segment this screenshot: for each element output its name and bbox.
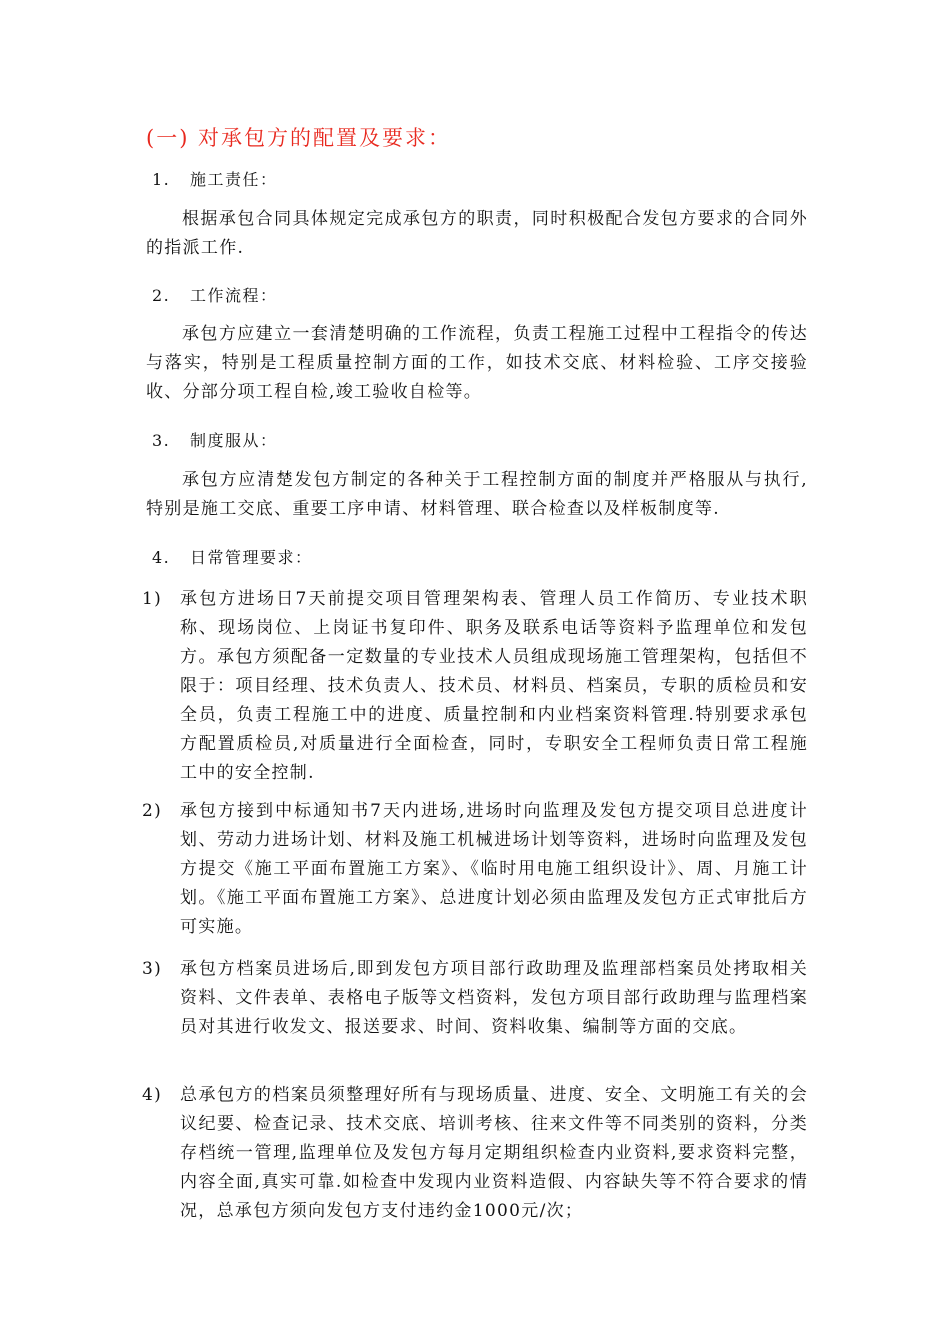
subsection-4-title (152, 545, 313, 568)
list-item-number: 4) (142, 1085, 163, 1105)
subsection-1-body: 根据承包合同具体规定完成承包方的职责，同时积极配合发包方要求的合同外的指派工作. (146, 209, 808, 258)
subsection-title: 工作流程： (190, 286, 278, 305)
list-item-number: 3) (142, 959, 163, 979)
list-item (142, 797, 808, 942)
subsection-3-body: 承包方应清楚发包方制定的各种关于工程控制方面的制度并严格服从与执行,特别是施工交底、重要工序申请、材料管理、联合检查以及样板制度等. (146, 470, 808, 519)
subsection-title: 日常管理要求： (190, 548, 313, 567)
list-item-number: 2) (142, 801, 163, 821)
subsection-2-title (152, 283, 278, 306)
list-item-number: 1) (142, 589, 163, 609)
list-item-text: 承包方档案员进场后,即到发包方项目部行政助理及监理部档案员处拷取相关资料、文件表单、表格电子版等文档资料，发包方项目部行政助理与监理档案员对其进行收发文、报送要求、时间、资料收集、编制等方面的交底。 (180, 959, 808, 1037)
section-heading: (一) 对承包方的配置及要求： (146, 126, 452, 150)
list-item (142, 1081, 808, 1226)
subsection-number: 3. (152, 431, 171, 450)
subsection-1-title (152, 167, 278, 190)
subsection-title: 制度服从： (190, 431, 278, 450)
subsection-3-title (152, 428, 278, 451)
list-item-text: 承包方进场日7天前提交项目管理架构表、管理人员工作简历、专业技术职称、现场岗位、上岗证书复印件、职务及联系电话等资料予监理单位和发包方。承包方须配备一定数量的专业技术人员组成现场施工管理架构，包括但不限于：项目经理、技术负责人、技术员、材料员、档案员，专职的质检员和安全员，负责工程施工中的进度、质量控制和内业档案资料管理.特别要求承包方配置质检员,对质量进行全面检查，同时，专职安全工程师负责日常工程施工中的安全控制. (180, 589, 808, 783)
list-item-text: 承包方接到中标通知书7天内进场,进场时向监理及发包方提交项目总进度计划、劳动力进场计划、材料及施工机械进场计划等资料，进场时向监理及发包方提交《施工平面布置施工方案》、《临时用电施工组织设计》、周、月施工计划。《施工平面布置施工方案》、总进度计划必须由监理及发包方正式审批后方可实施。 (180, 801, 808, 937)
subsection-number: 1. (152, 170, 171, 189)
subsection-2-body: 承包方应建立一套清楚明确的工作流程，负责工程施工过程中工程指令的传达与落实，特别是工程质量控制方面的工作，如技术交底、材料检验、工序交接验收、分部分项工程自检,竣工验收自检等。 (146, 324, 808, 402)
subsection-number: 4. (152, 548, 171, 567)
list-item (142, 585, 808, 788)
subsection-number: 2. (152, 286, 171, 305)
subsection-title: 施工责任： (190, 170, 278, 189)
list-item-text: 总承包方的档案员须整理好所有与现场质量、进度、安全、文明施工有关的会议纪要、检查记录、技术交底、培训考核、往来文件等不同类别的资料，分类存档统一管理,监理单位及发包方每月定期组织检查内业资料,要求资料完整，内容全面,真实可靠.如检查中发现内业资料造假、内容缺失等不符合要求的情况，总承包方须向发包方支付违约金1000元/次； (180, 1085, 808, 1221)
list-item (142, 955, 808, 1042)
